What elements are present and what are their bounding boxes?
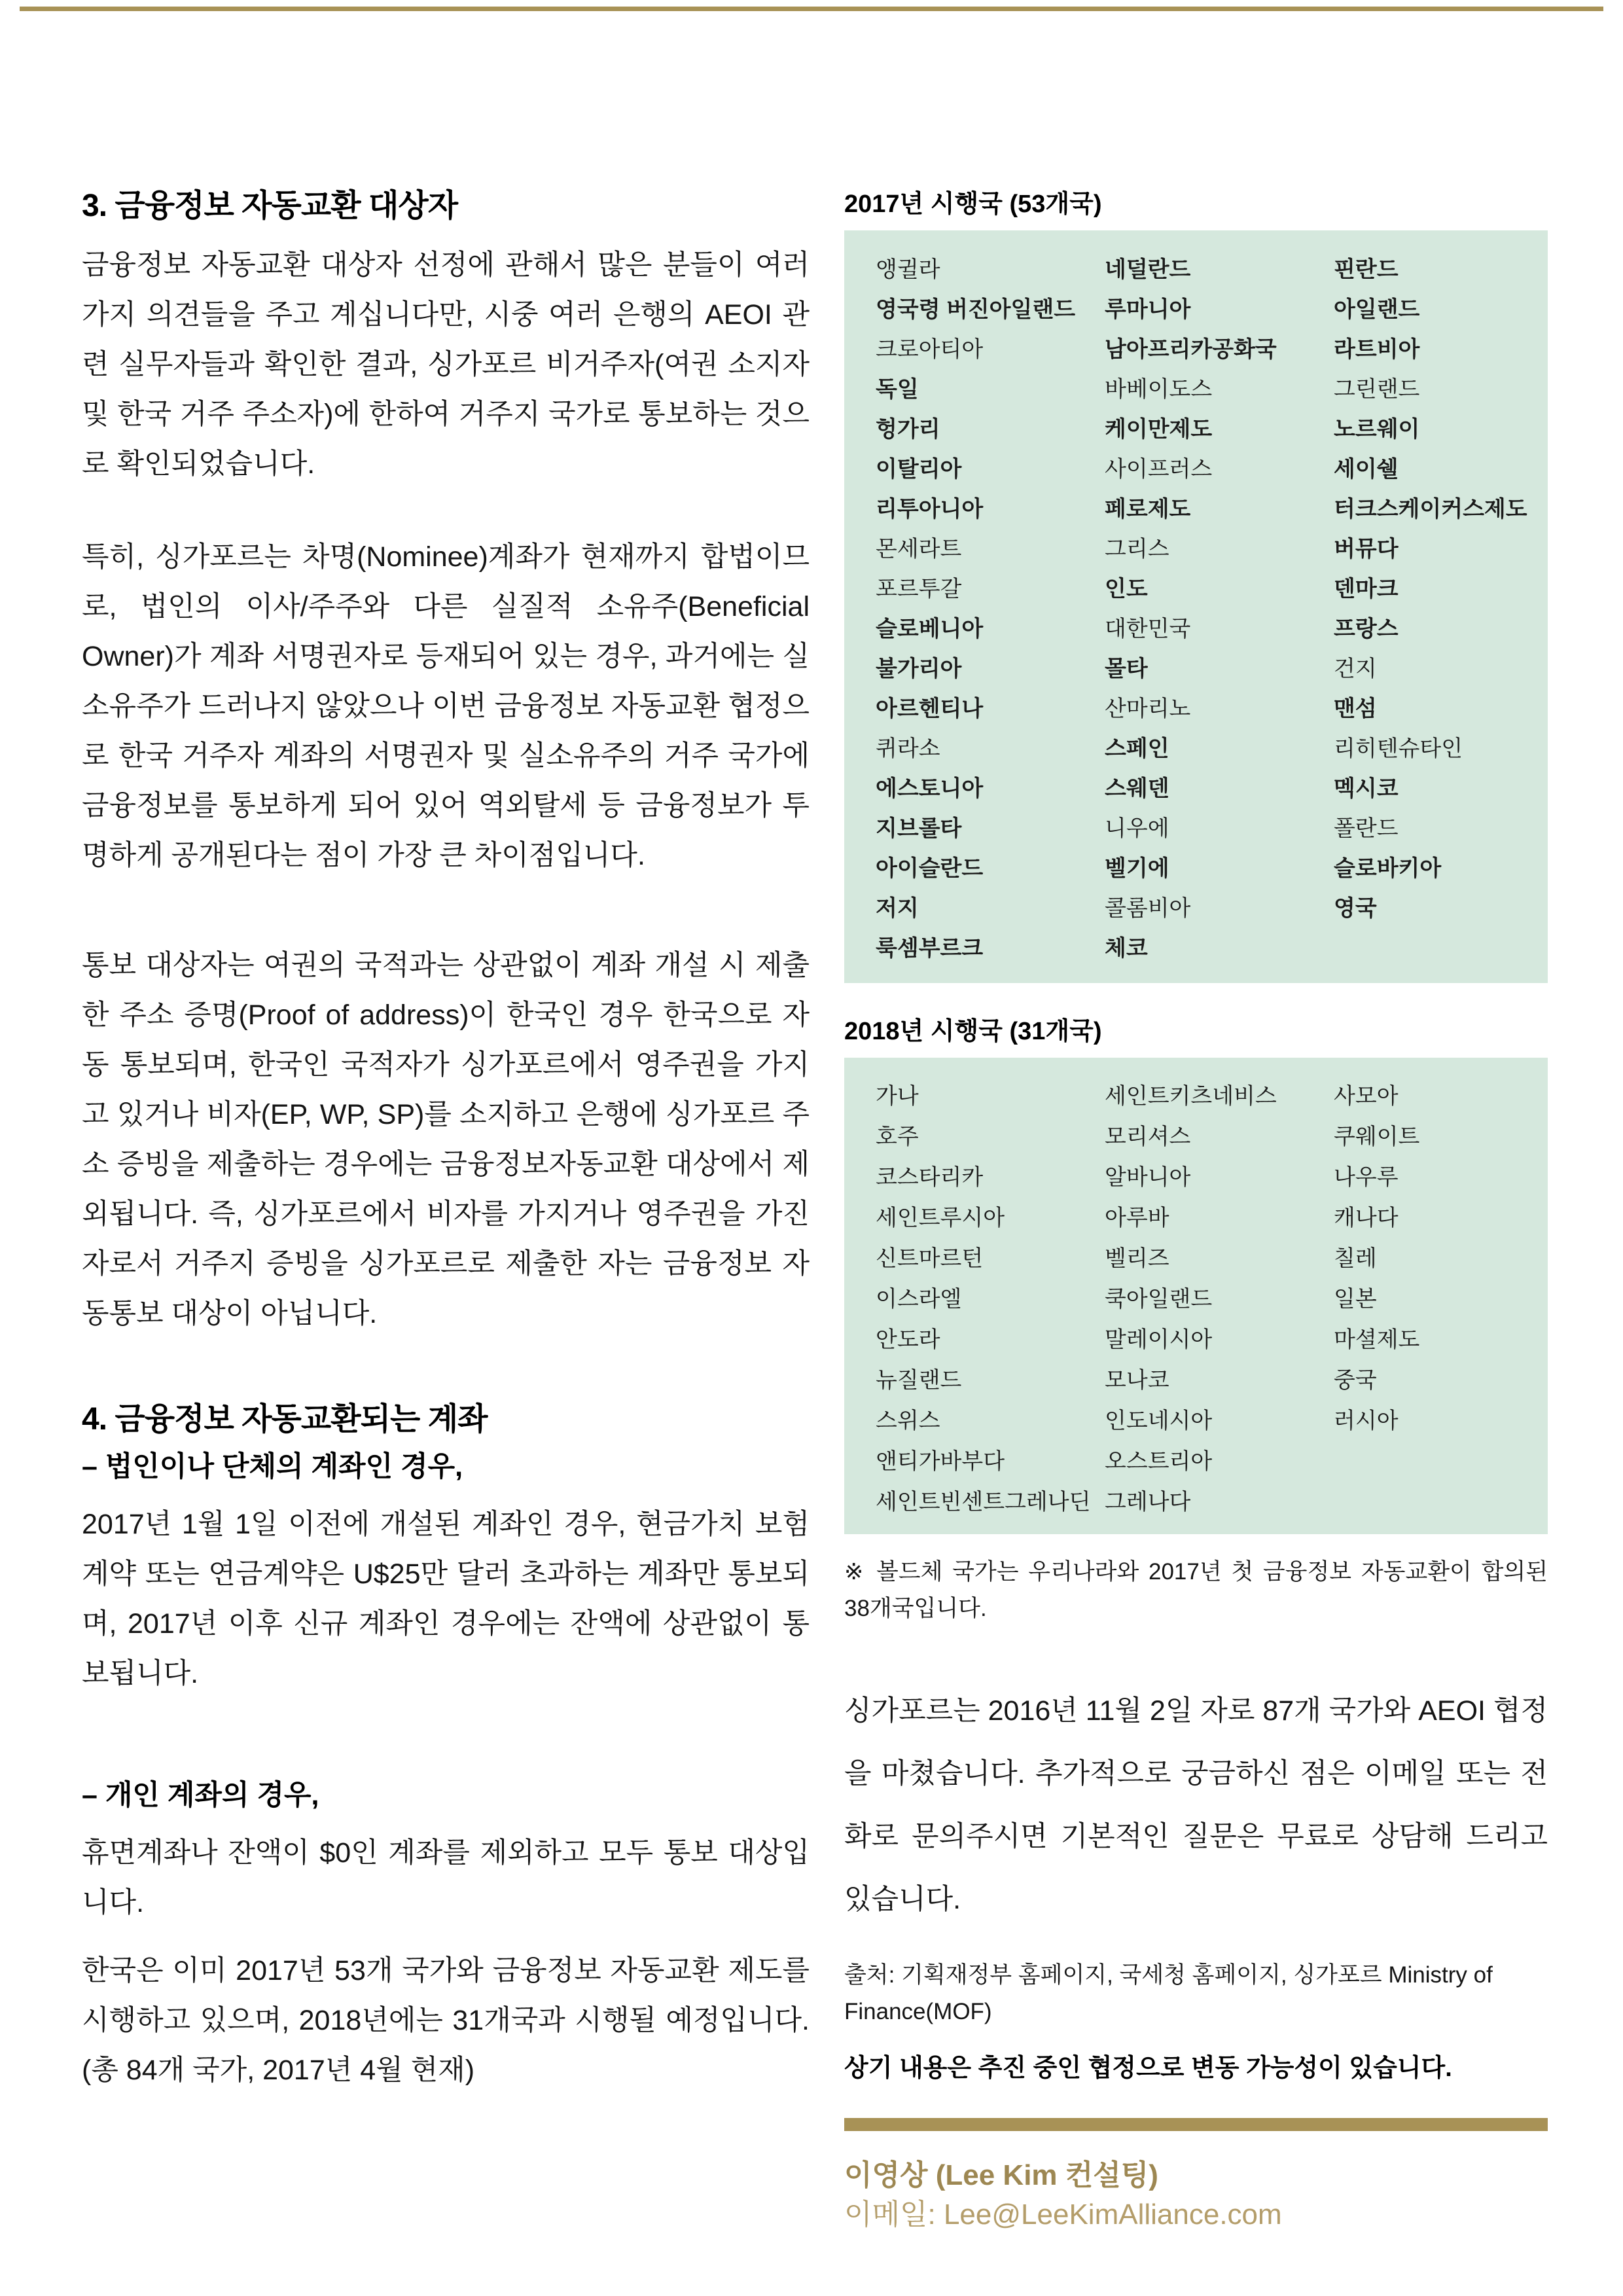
- country-cell: 핀란드: [1334, 257, 1399, 282]
- country-cell: 헝가리: [876, 417, 940, 442]
- country-cell: 신트마르턴: [876, 1246, 984, 1271]
- country-cell: 퀴라소: [876, 736, 940, 761]
- section4-subheading-corporate: – 법인이나 단체의 계좌인 경우,: [82, 1451, 463, 1482]
- country-cell: 앵귈라: [876, 257, 940, 282]
- country-cell: 불가리아: [876, 656, 962, 681]
- source-line: 출처: 기획재정부 홈페이지, 국세청 홈페이지, 싱가포르 Ministry of Finance(MOF): [844, 1962, 1493, 2024]
- country-cell: 인도: [1105, 577, 1148, 601]
- table-row: [876, 1439, 1548, 1479]
- table-2017-countries: [844, 230, 1548, 983]
- country-cell: 뉴질랜드: [876, 1367, 962, 1393]
- country-cell: 사모아: [1334, 1083, 1399, 1109]
- section4-subheading-personal: – 개인 계좌의 경우,: [82, 1780, 319, 1811]
- table-2017-title: 2017년 시행국 (53개국): [844, 190, 1102, 218]
- country-cell: 앤티가바부다: [876, 1448, 1005, 1474]
- country-cell: 맨섬: [1334, 696, 1377, 721]
- country-cell: 슬로바키아: [1334, 856, 1442, 881]
- country-cell: 러시아: [1334, 1408, 1399, 1433]
- country-cell: 아루바: [1105, 1205, 1169, 1230]
- table-row: [876, 1317, 1548, 1357]
- table-row: [876, 367, 1548, 407]
- country-cell: 그레나다: [1105, 1489, 1191, 1515]
- table-row: [876, 567, 1548, 607]
- country-cell: 그리스: [1105, 537, 1169, 562]
- country-cell: 체코: [1105, 936, 1148, 961]
- country-cell: 세인트루시아: [876, 1205, 1005, 1230]
- table-row: [876, 247, 1548, 287]
- country-cell: 말레이시아: [1105, 1327, 1213, 1352]
- table-row: [876, 527, 1548, 567]
- bold-countries-note: ※ 볼드체 국가는 우리나라와 2017년 첫 금융정보 자동교환이 합의된 38개국입니다.: [844, 1559, 1548, 1621]
- section3-paragraph-3: 통보 대상자는 여권의 국적과는 상관없이 계좌 개설 시 제출한 주소 증명(Proof of address)이 한국인 경우 한국으로 자동 통보되며, 한국인 국적자가 싱가포르에서 영주권을 가지고 있거나 비자(EP, WP, SP)를 소지하고 은행에 싱가포르 주소 증빙을 제출하는 경우에는 금융정보자동교환 대상에서 제외됩니다. 즉, 싱가포르에서 비자를 가지거나 영주권을 가진 자로서 거주지 증빙을 싱가포르로 제출한 자는 금융정보 자동통보 대상이 아닙니다.: [82, 950, 810, 1329]
- table-row: [876, 766, 1548, 806]
- right-column: [844, 188, 1548, 2234]
- country-cell: 리히텐슈타인: [1334, 736, 1463, 761]
- country-cell: 알바니아: [1105, 1164, 1191, 1190]
- table-2018-title: 2018년 시행국 (31개국): [844, 1018, 1102, 1045]
- table-row: [876, 447, 1548, 487]
- country-cell: 루마니아: [1105, 297, 1191, 322]
- country-cell: 저지: [876, 896, 919, 921]
- table-row: [876, 846, 1548, 886]
- left-column: [82, 188, 810, 2095]
- table-row: [876, 487, 1548, 527]
- bottom-gold-rule: [844, 2118, 1548, 2131]
- contact-email: 이메일: Lee@LeeKimAlliance.com: [844, 2198, 1282, 2231]
- country-cell: 일본: [1334, 1286, 1377, 1312]
- table-row: [876, 1195, 1548, 1236]
- section4-paragraph-personal: 휴면계좌나 잔액이 $0인 계좌를 제외하고 모두 통보 대상입니다.: [82, 1837, 810, 1918]
- country-cell: 크로아티아: [876, 337, 984, 362]
- country-cell: 케이만제도: [1105, 417, 1213, 442]
- table-row: [876, 1114, 1548, 1155]
- country-cell: 리투아니아: [876, 497, 984, 522]
- country-cell: 지브롤타: [876, 816, 962, 841]
- country-cell: 그린랜드: [1334, 377, 1420, 402]
- country-cell: 벨리즈: [1105, 1246, 1169, 1271]
- country-cell: 영국: [1334, 896, 1377, 921]
- country-cell: 네덜란드: [1105, 257, 1191, 282]
- table-row: [876, 1155, 1548, 1195]
- section4-paragraph-korea-status: 한국은 이미 2017년 53개 국가와 금융정보 자동교환 제도를 시행하고 있으며, 2018년에는 31개국과 시행될 예정입니다. (총 84개 국가, 2017년 4월 현재): [82, 1955, 810, 2086]
- country-cell: 사이프러스: [1105, 457, 1213, 482]
- country-cell: 모리셔스: [1105, 1124, 1191, 1149]
- table-row: [876, 1398, 1548, 1439]
- section4-paragraph-corporate: 2017년 1월 1일 이전에 개설된 계좌인 경우, 현금가치 보험계약 또는 연금계약은 U$25만 달러 초과하는 계좌만 통보되며, 2017년 이후 신규 계좌인 경우에는 잔액에 상관없이 통보됩니다.: [82, 1509, 810, 1689]
- country-cell: 세이쉘: [1334, 457, 1399, 482]
- country-cell: 남아프리카공화국: [1105, 337, 1277, 362]
- section4-heading: 4. 금융정보 자동교환되는 계좌: [82, 1402, 488, 1437]
- country-cell: 에스토니아: [876, 776, 984, 801]
- country-cell: 노르웨이: [1334, 417, 1420, 442]
- country-cell: 스페인: [1105, 736, 1169, 761]
- country-cell: 멕시코: [1334, 776, 1399, 801]
- country-cell: 건지: [1334, 656, 1377, 681]
- country-cell: 라트비아: [1334, 337, 1420, 362]
- country-cell: 이스라엘: [876, 1286, 962, 1312]
- table-row: [876, 1073, 1548, 1114]
- section3-paragraph-2: 특히, 싱가포르는 차명(Nominee)계좌가 현재까지 합법이므로, 법인의 이사/주주와 다른 실질적 소유주(Beneficial Owner)가 계좌 서명권자로 등재되어 있는 경우, 과거에는 실소유주가 드러나지 않았으나 이번 금융정보 자동교환 협정으로 한국 거주자 계좌의 서명권자 및 실소유주의 거주 국가에 금융정보를 통보하게 되어 있어 역외탈세 등 금융정보가 투명하게 공개된다는 점이 가장 큰 차이점입니다.: [82, 541, 810, 871]
- country-cell: 버뮤다: [1334, 537, 1399, 562]
- country-cell: 쿠웨이트: [1334, 1124, 1420, 1149]
- country-cell: 아이슬란드: [876, 856, 984, 881]
- country-cell: 니우에: [1105, 816, 1169, 841]
- disclaimer-line: 상기 내용은 추진 중인 협정으로 변동 가능성이 있습니다.: [844, 2054, 1452, 2082]
- table-row: [876, 1479, 1548, 1520]
- country-cell: 포르투갈: [876, 577, 962, 601]
- country-cell: 칠레: [1334, 1246, 1377, 1271]
- country-cell: 안도라: [876, 1327, 940, 1352]
- section3-paragraph-1: 금융정보 자동교환 대상자 선정에 관해서 많은 분들이 여러 가지 의견들을 주고 계십니다만, 시중 여러 은행의 AEOI 관련 실무자들과 확인한 결과, 싱가포르 비거주자(여권 소지자 및 한국 거주 주소자)에 한하여 거주지 국가로 통보하는 것으로 확인되었습니다.: [82, 249, 810, 480]
- country-cell: 가나: [876, 1083, 919, 1109]
- country-cell: 덴마크: [1334, 577, 1399, 601]
- table-row: [876, 926, 1548, 966]
- country-cell: 콜롬비아: [1105, 896, 1191, 921]
- country-cell: 슬로베니아: [876, 617, 984, 641]
- contact-name: 이영상 (Lee Kim 컨설팅): [844, 2159, 1158, 2191]
- country-cell: 스웨덴: [1105, 776, 1169, 801]
- country-cell: 영국령 버진아일랜드: [876, 297, 1076, 322]
- table-row: [876, 607, 1548, 647]
- country-cell: 세인트빈센트그레나딘: [876, 1489, 1091, 1515]
- country-cell: 벨기에: [1105, 856, 1169, 881]
- table-row: [876, 647, 1548, 687]
- country-cell: 인도네시아: [1105, 1408, 1213, 1433]
- country-cell: 몬세라트: [876, 537, 962, 562]
- table-2018-countries: [844, 1058, 1548, 1534]
- table-row: [876, 407, 1548, 447]
- table-row: [876, 1357, 1548, 1398]
- country-cell: 세인트키츠네비스: [1105, 1083, 1277, 1109]
- country-cell: 마셜제도: [1334, 1327, 1420, 1352]
- table-row: [876, 886, 1548, 926]
- table-row: [876, 1276, 1548, 1317]
- country-cell: 쿡아일랜드: [1105, 1286, 1213, 1312]
- country-cell: 스위스: [876, 1408, 940, 1433]
- country-cell: 중국: [1334, 1367, 1377, 1393]
- country-cell: 모나코: [1105, 1367, 1169, 1393]
- country-cell: 나우루: [1334, 1164, 1399, 1190]
- table-row: [876, 1236, 1548, 1276]
- country-cell: 폴란드: [1334, 816, 1399, 841]
- section3-heading: 3. 금융정보 자동교환 대상자: [82, 188, 458, 223]
- country-cell: 오스트리아: [1105, 1448, 1213, 1474]
- country-cell: 산마리노: [1105, 696, 1191, 721]
- country-cell: 바베이도스: [1105, 377, 1213, 402]
- table-row: [876, 287, 1548, 327]
- table-row: [876, 687, 1548, 726]
- country-cell: 독일: [876, 377, 919, 402]
- singapore-aeoi-paragraph: 싱가포르는 2016년 11월 2일 자로 87개 국가와 AEOI 협정을 마쳤습니다. 추가적으로 궁금하신 점은 이메일 또는 전화로 문의주시면 기본적인 질문은 무료로 상담해 드리고 있습니다.: [844, 1695, 1548, 1915]
- country-cell: 페로제도: [1105, 497, 1191, 522]
- country-cell: 캐나다: [1334, 1205, 1399, 1230]
- country-cell: 호주: [876, 1124, 919, 1149]
- country-cell: 룩셈부르크: [876, 936, 984, 961]
- country-cell: 아일랜드: [1334, 297, 1420, 322]
- top-gold-rule: [20, 7, 1603, 11]
- country-cell: 몰타: [1105, 656, 1148, 681]
- table-row: [876, 726, 1548, 766]
- country-cell: 이탈리아: [876, 457, 962, 482]
- country-cell: 아르헨티나: [876, 696, 984, 721]
- country-cell: 프랑스: [1334, 617, 1399, 641]
- table-row: [876, 806, 1548, 846]
- table-row: [876, 327, 1548, 367]
- country-cell: 터크스케이커스제도: [1334, 497, 1527, 522]
- country-cell: 대한민국: [1105, 617, 1191, 641]
- country-cell: 코스타리카: [876, 1164, 984, 1190]
